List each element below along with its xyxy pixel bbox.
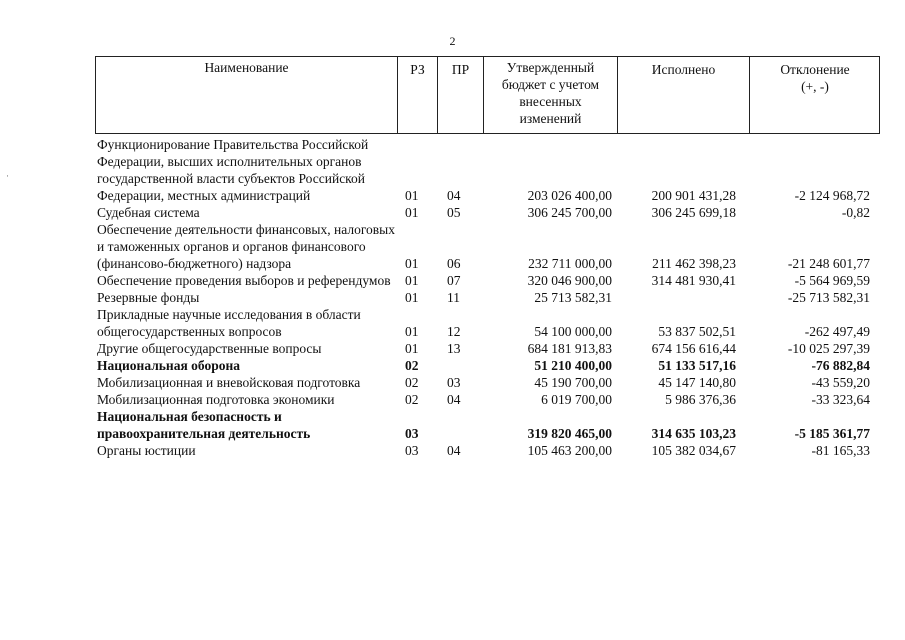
row-pr: 03 [447, 375, 461, 390]
row-name: Мобилизационная и вневойсковая подготовка [97, 375, 361, 390]
header-rz: РЗ [398, 57, 438, 133]
table-header [95, 56, 880, 134]
row-budget: 6 019 700,00 [541, 392, 612, 407]
row-pr: 04 [447, 392, 461, 407]
row-deviation: -25 713 582,31 [787, 290, 870, 305]
row-deviation: -21 248 601,77 [787, 256, 870, 271]
header-done: Исполнено [618, 57, 750, 133]
row-name: Национальная оборона [97, 358, 240, 373]
row-done: 51 133 517,16 [658, 358, 736, 373]
table-row [95, 204, 880, 221]
row-name: Судебная система [97, 205, 200, 220]
row-rz: 03 [405, 443, 419, 458]
table-row [95, 306, 880, 340]
header-deviation: Отклонение (+, -) [780, 62, 850, 94]
row-deviation: -262 497,49 [804, 324, 870, 339]
row-rz: 01 [405, 324, 419, 339]
row-name: Обеспечение проведения выборов и референдумов [97, 273, 391, 288]
row-pr: 12 [447, 324, 461, 339]
header-budget: Утвержденный бюджет с учетом внесенных изменений [484, 57, 618, 133]
row-pr: 05 [447, 205, 461, 220]
row-rz: 02 [405, 392, 419, 407]
row-pr: 13 [447, 341, 461, 356]
row-name: Другие общегосударственные вопросы [97, 341, 322, 356]
row-budget: 203 026 400,00 [527, 188, 612, 203]
row-done: 674 156 616,44 [651, 341, 736, 356]
row-rz: 01 [405, 256, 419, 271]
row-done: 200 901 431,28 [651, 188, 736, 203]
table-row [95, 357, 880, 374]
row-deviation: -43 559,20 [811, 375, 870, 390]
row-name: Функционирование Правительства Российской Федерации, высших исполнительных органов государственной власти субъектов Российской Федерации, местных администраций [97, 137, 369, 203]
table-body [95, 136, 880, 459]
row-name: Органы юстиции [97, 443, 196, 458]
row-rz: 03 [405, 426, 419, 441]
row-budget: 54 100 000,00 [534, 324, 612, 339]
row-done: 306 245 699,18 [651, 205, 736, 220]
row-deviation: -10 025 297,39 [787, 341, 870, 356]
row-done: 314 635 103,23 [651, 426, 736, 441]
header-pr: ПР [438, 57, 484, 133]
row-rz: 01 [405, 188, 419, 203]
row-name: Прикладные научные исследования в области общегосударственных вопросов [97, 307, 361, 339]
row-name: Национальная безопасность и правоохранительная деятельность [97, 409, 311, 441]
row-rz: 02 [405, 375, 419, 390]
table-row [95, 136, 880, 204]
row-deviation: -5 185 361,77 [794, 426, 870, 441]
row-rz: 01 [405, 273, 419, 288]
row-pr: 06 [447, 256, 461, 271]
row-rz: 02 [405, 358, 419, 373]
table-row [95, 442, 880, 459]
table-row [95, 408, 880, 442]
header-name: Наименование [96, 57, 398, 133]
row-name: Мобилизационная подготовка экономики [97, 392, 335, 407]
table-row [95, 340, 880, 357]
row-pr: 04 [447, 188, 461, 203]
row-deviation: -33 323,64 [811, 392, 870, 407]
row-budget: 25 713 582,31 [534, 290, 612, 305]
row-rz: 01 [405, 290, 419, 305]
row-deviation: -5 564 969,59 [794, 273, 870, 288]
row-budget: 105 463 200,00 [527, 443, 612, 458]
row-budget: 320 046 900,00 [527, 273, 612, 288]
row-deviation: -76 882,84 [811, 358, 870, 373]
row-name: Обеспечение деятельности финансовых, налоговых и таможенных органов и органов финансового (финансово-бюджетного) надзора [97, 222, 395, 271]
table-row [95, 272, 880, 289]
row-budget: 51 210 400,00 [534, 358, 612, 373]
row-pr: 11 [447, 290, 460, 305]
row-budget: 306 245 700,00 [527, 205, 612, 220]
row-done: 105 382 034,67 [651, 443, 736, 458]
row-deviation: -2 124 968,72 [794, 188, 870, 203]
table-row [95, 221, 880, 272]
row-done: 211 462 398,23 [652, 256, 736, 271]
row-budget: 684 181 913,83 [527, 341, 612, 356]
row-done: 45 147 140,80 [658, 375, 736, 390]
row-name: Резервные фонды [97, 290, 200, 305]
row-rz: 01 [405, 341, 419, 356]
row-deviation: -81 165,33 [811, 443, 870, 458]
row-done: 314 481 930,41 [651, 273, 736, 288]
row-budget: 232 711 000,00 [528, 256, 612, 271]
table-row [95, 289, 880, 306]
row-done: 5 986 376,36 [665, 392, 736, 407]
table-row [95, 374, 880, 391]
row-budget: 45 190 700,00 [534, 375, 612, 390]
row-budget: 319 820 465,00 [527, 426, 612, 441]
row-pr: 04 [447, 443, 461, 458]
row-done: 53 837 502,51 [658, 324, 736, 339]
page-number: 2 [449, 34, 456, 48]
margin-tick-mark: · [6, 171, 9, 181]
row-pr: 07 [447, 273, 461, 288]
row-deviation: -0,82 [841, 205, 870, 220]
table-row [95, 391, 880, 408]
row-rz: 01 [405, 205, 419, 220]
